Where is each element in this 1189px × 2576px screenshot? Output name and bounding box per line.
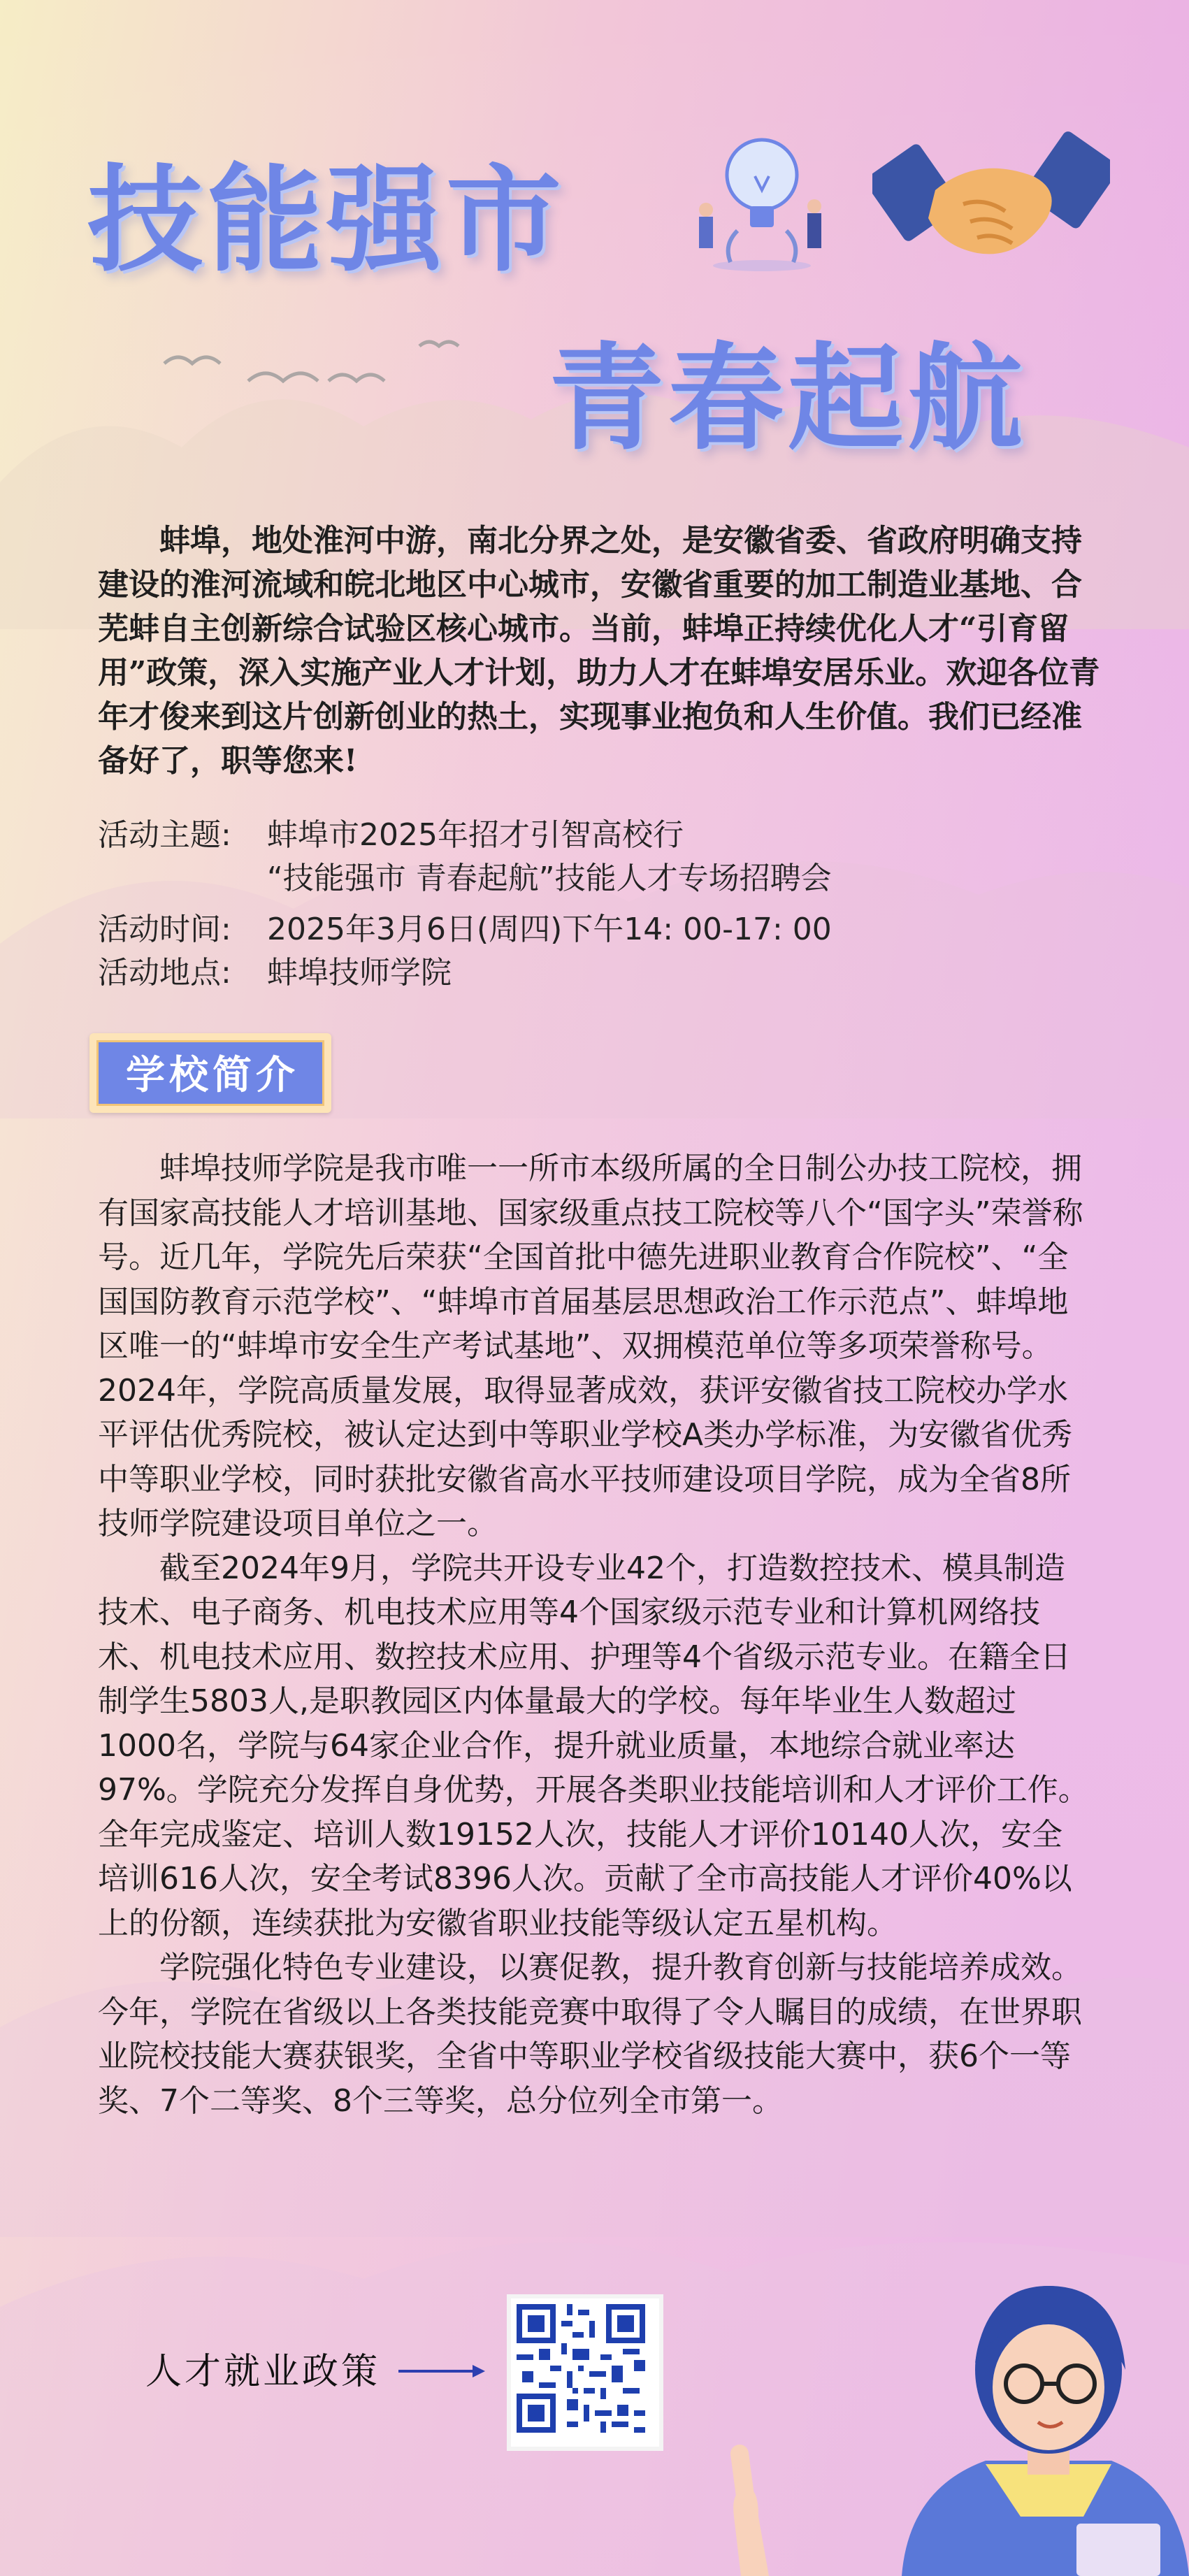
intro-paragraph: 蚌埠，地处淮河中游，南北分界之处，是安徽省委、省政府明确支持建设的淮河流域和皖北地区中心城市，安徽省重要的加工制造业基地、合芜蚌自主创新综合试验区核心城市。当前，蚌埠正持续优化人才“引育留用”政策，深入实施产业人才计划，助力人才在蚌埠安居乐业。欢迎各位青年才俊来到这片创新创业的热土，实现事业抱负和人生价值。我们已经准备好了，职等您来! [98,523,1100,779]
activity-time-value: 2025年3月6日(周四)下午14: 00-17: 00 [267,912,832,947]
activity-place [98,952,452,994]
lightbulb-illustration-icon [689,126,835,273]
activity-theme-label: 活动主题: [98,817,231,853]
policy-label: 人才就业政策 [145,2351,381,2393]
qr-code[interactable] [507,2294,663,2451]
section-badge [89,1033,331,1113]
activity-time [98,909,832,951]
arrow-right-icon [397,2361,488,2382]
activity-theme-line1: 蚌埠市2025年招才引智高校行 [267,817,684,853]
activity-theme [98,814,684,856]
title-line2: 青春起航 [549,331,1027,466]
character-illustration-icon [692,2223,1189,2576]
qr-code-icon [511,2298,651,2438]
activity-time-label: 活动时间: [98,912,231,947]
title-line1: 技能强市 [87,153,565,287]
activity-place-value: 蚌埠技师学院 [267,955,452,991]
activity-place-label: 活动地点: [98,955,231,991]
body-paragraph-2: 截至2024年9月，学院共开设专业42个，打造数控技术、模具制造技术、电子商务、机电技术应用等4个国家级示范专业和计算机网络技术、机电技术应用、数控技术应用、护理等4个省级示范专业。在籍全日制学生5803人,是职教园区内体量最大的学校。每年毕业生人数超过1000名，学院与64家企业合作，提升就业质量，本地综合就业率达97%。学院充分发挥自身优势，开展各类职业技能培训和人才评价工作。全年完成鉴定、培训人数19152人次，技能人才评价10140人次，安全培训616人次，安全考试8396人次。贡献了全市高技能人才评价40%以上的份额，连续获批为安徽省职业技能等级认定五星机构。 [98,1550,1089,1941]
handshake-icon [872,127,1110,278]
section-title: 学校简介 [126,1052,299,1098]
activity-theme-line2: “技能强市 青春起航”技能人才专场招聘会 [267,861,832,896]
school-intro-body [98,1146,1090,2123]
body-paragraph-1: 蚌埠技师学院是我市唯一一所市本级所属的全日制公办技工院校，拥有国家高技能人才培训基地、国家级重点技工院校等八个“国字头”荣誉称号。近几年，学院先后荣获“全国首批中德先进职业教育合作院校”、“全国国防教育示范学校”、“蚌埠市首届基层思想政治工作示范点”、蚌埠地区唯一的“蚌埠市安全生产考试基地”、双拥模范单位等多项荣誉称号。2024年，学院高质量发展，取得显著成效，获评安徽省技工院校办学水平评估优秀院校，被认定达到中等职业学校A类办学标准，为安徽省优秀中等职业学校，同时获批安徽省高水平技师建设项目学院，成为全省8所技师学院建设项目单位之一。 [98,1151,1083,1541]
body-paragraph-3: 学院强化特色专业建设，以赛促教，提升教育创新与技能培养成效。今年，学院在省级以上各类技能竞赛中取得了令人瞩目的成绩，在世界职业院校技能大赛获银奖，全省中等职业学校省级技能大赛中，获6个一等奖、7个二等奖、8个三等奖，总分位列全市第一。 [98,1950,1082,2119]
